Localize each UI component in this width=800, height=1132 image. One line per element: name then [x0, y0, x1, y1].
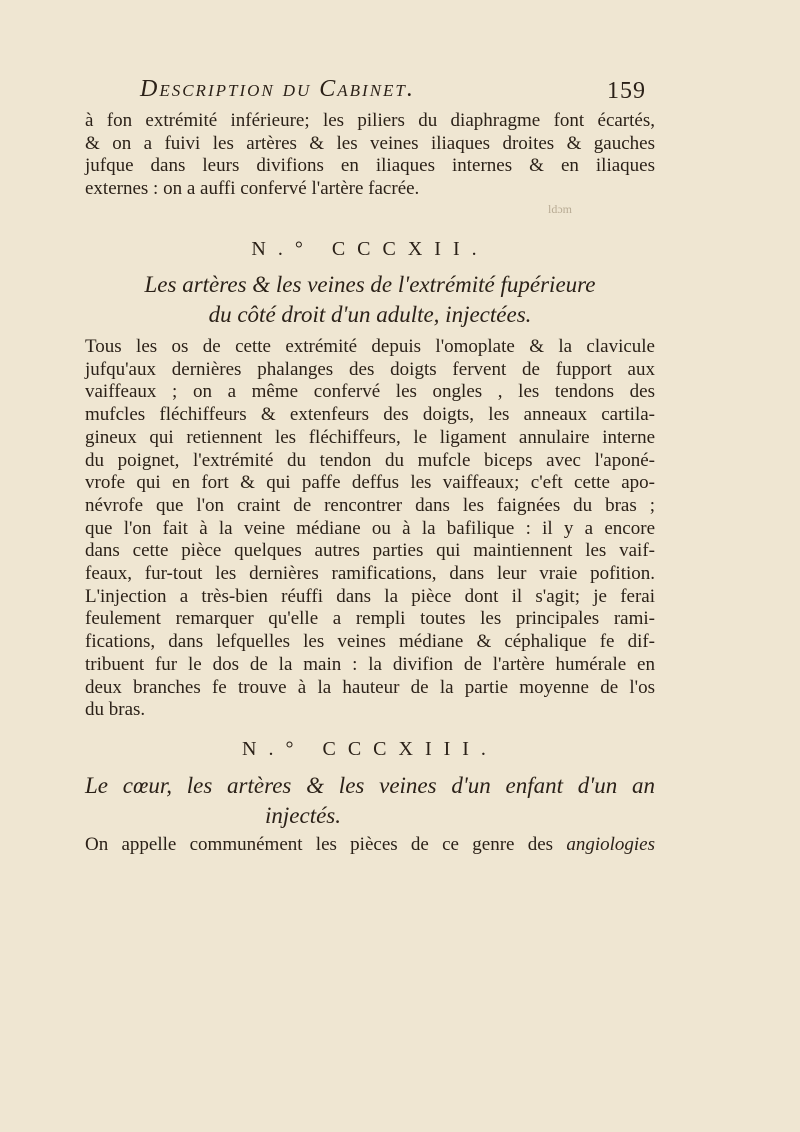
italic-term: angiologies: [566, 834, 656, 855]
text-line: vrofe qui en fort & qui paffe deffus les vaiffeaux; c'eft cette apo-: [85, 472, 655, 494]
text-line: externes : on a auffi confervé l'artère facrée.: [85, 178, 420, 200]
text-line: L'injection a très-bien réuffi dans la pièce dont il s'agit; je ferai: [85, 585, 655, 607]
page-number: 159: [607, 78, 646, 104]
running-header: Description du Cabinet.: [140, 76, 415, 102]
entry-title-line: du côté droit d'un adulte, injectées.: [208, 302, 532, 327]
text-line: fications, dans lefquelles les veines médiane & céphalique fe dif-: [85, 631, 655, 653]
text-line: deux branches fe trouve à la hauteur de la partie moyenne de l'os: [85, 676, 655, 698]
text-line: & on a fuivi les artères & les veines iliaques droites & gauches: [85, 132, 655, 154]
text-line: du poignet, l'extrémité du tendon du mufcle biceps avec l'aponé-: [85, 449, 655, 471]
entry-title-line: injectés.: [265, 803, 341, 828]
text-line: [85, 834, 655, 857]
text-line: gineux qui retiennent les fléchiffeurs, le ligament annulaire interne: [85, 426, 655, 448]
entry-number: N.° CCCXII.: [251, 238, 489, 260]
entry-title: [85, 270, 655, 330]
text-line: du bras.: [85, 699, 146, 721]
entry-body: [85, 336, 655, 722]
text-line: jufque dans leurs divifions en iliaques internes & en iliaques: [85, 155, 655, 177]
text-line: Tous les os de cette extrémité depuis l'omoplate & la clavicule: [85, 336, 655, 357]
stray-mark: ldɔm: [548, 202, 572, 216]
text-line: mufcles fléchiffeurs & extenfeurs des doigts, les anneaux cartila-: [85, 404, 655, 426]
text-line: jufqu'aux dernières phalanges des doigts fervent de fupport aux: [85, 358, 655, 380]
entry-body: [85, 834, 655, 857]
text-line: que l'on fait à la veine médiane ou à la bafilique : il y a encore: [85, 517, 655, 539]
text-line: tribuent fur le dos de la main : la divifion de l'artère humérale en: [85, 653, 655, 675]
text-line: vaiffeaux ; on a même confervé les ongles , les tendons des: [85, 381, 655, 403]
text-line: dans cette pièce quelques autres parties qui maintiennent les vaif-: [85, 540, 655, 562]
entry-title-line: Le cœur, les artères & les veines d'un enfant d'un an: [85, 773, 655, 798]
entry-title: [85, 771, 655, 831]
entry-title-line: Les artères & les veines de l'extrémité fupérieure: [144, 272, 596, 297]
entry-number: N.° CCCXIII.: [242, 738, 498, 760]
text-line: feulement remarquer qu'elle a rempli toutes les principales rami-: [85, 608, 655, 630]
text-line: feaux, fur-tout les dernières ramifications, dans leur vraie pofition.: [85, 563, 655, 585]
text-line: à fon extrémité inférieure; les piliers du diaphragme font écartés,: [85, 110, 655, 131]
text-line: névrofe que l'on craint de rencontrer dans les faignées du bras ;: [85, 494, 655, 516]
intro-paragraph: [85, 110, 655, 201]
body-text: On appelle communément les pièces de ce genre des: [85, 834, 554, 855]
